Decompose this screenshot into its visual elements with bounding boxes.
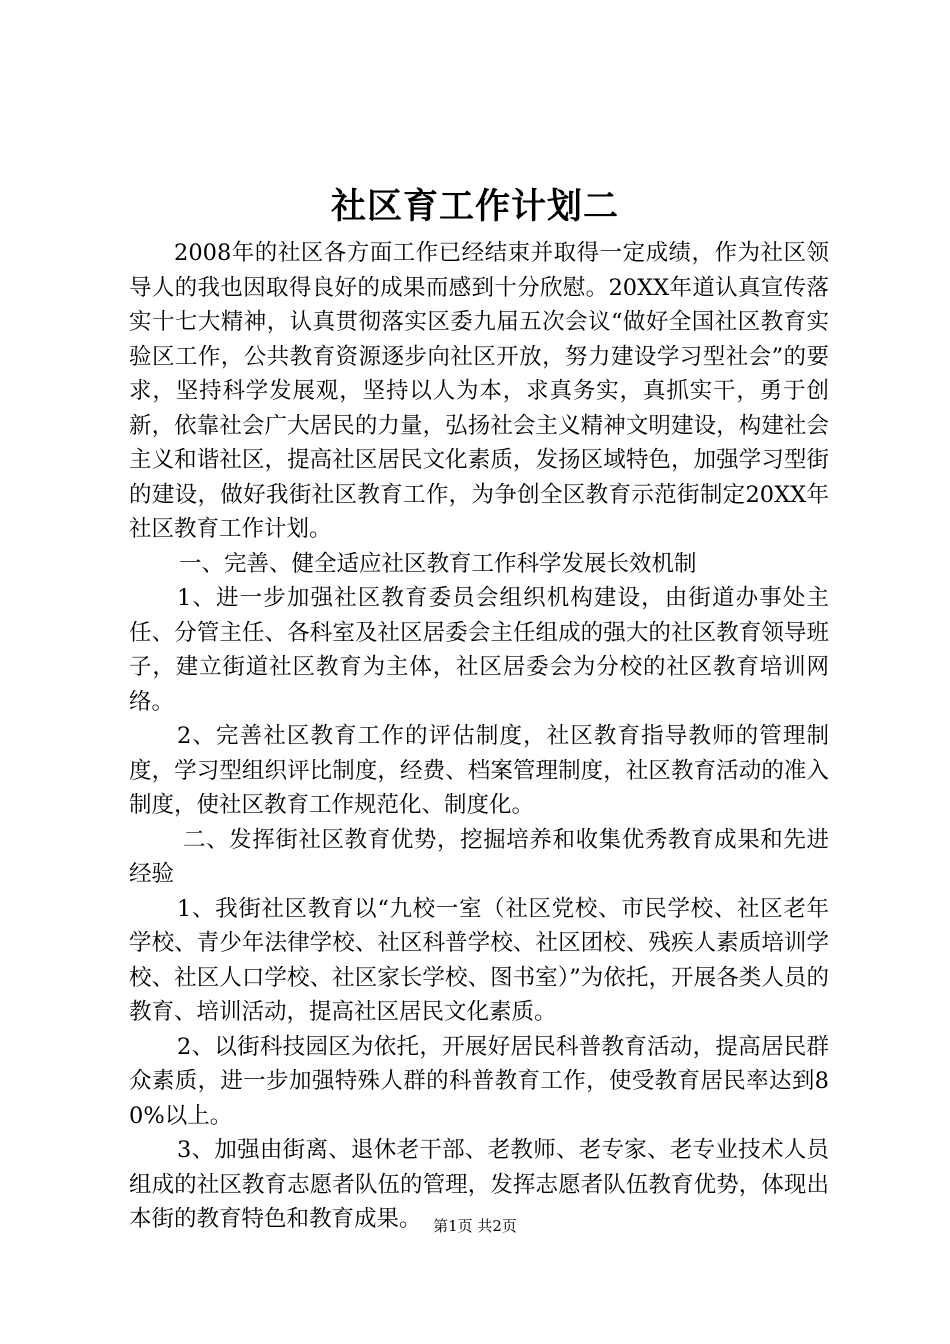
section-2-item-2: 2、以街科技园区为依托，开展好居民科普教育活动，提高居民群众素质，进一步加强特殊人群的科普教育工作，使受教育居民率达到80%以上。	[129, 1033, 829, 1129]
intro-paragraph: 2008年的社区各方面工作已经结束并取得一定成绩，作为社区领导人的我也因取得良好的成果而感到十分欣慰。20XX年道认真宣传落实十七大精神，认真贯彻落实区委九届五次会议“做好全国社区教育实验区工作，公共教育资源逐步向社区开放，努力建设学习型社会”的要求，坚持科学发展观，坚持以人为本，求真务实，真抓实干，勇于创新，依靠社会广大居民的力量，弘扬社会主义精神文明建设，构建社会主义和谐社区，提高社区居民文化素质，发扬区域特色，加强学习型街的建设，做好我街社区教育工作，为争创全区教育示范街制定20XX年社区教育工作计划。	[129, 240, 829, 542]
section-1-item-1: 1、进一步加强社区教育委员会组织机构建设，由街道办事处主任、分管主任、各科室及社区居委会主任组成的强大的社区教育领导班子，建立街道社区教育为主体，社区居委会为分校的社区教育培训网络。	[129, 585, 829, 715]
document-body	[129, 236, 829, 1237]
section-2-item-1: 1、我街社区教育以“九校一室（社区党校、市民学校、社区老年学校、青少年法律学校、社区科普学校、社区团校、残疾人素质培训学校、社区人口学校、社区家长学校、图书室）”为依托，开展各类人员的教育、培训活动，提高社区居民文化素质。	[129, 895, 829, 1025]
section-2-item-3: 3、加强由街离、退休老干部、老教师、老专家、老专业技术人员组成的社区教育志愿者队伍的管理，发挥志愿者队伍教育优势，体现出本街的教育特色和教育成果。	[129, 1137, 829, 1232]
page-number-footer: 第1页 共2页	[433, 1217, 517, 1235]
section-heading-2: 二、发挥街社区教育优势，挖掘培养和收集优秀教育成果和先进经验	[129, 826, 829, 887]
section-heading-1: 一、完善、健全适应社区教育工作科学发展长效机制	[179, 550, 697, 577]
section-1-item-2: 2、完善社区教育工作的评估制度，社区教育指导教师的管理制度，学习型组织评比制度，经费、档案管理制度，社区教育活动的准入制度，使社区教育工作规范化、制度化。	[129, 723, 829, 818]
document-title: 社区育工作计划二	[330, 186, 619, 227]
